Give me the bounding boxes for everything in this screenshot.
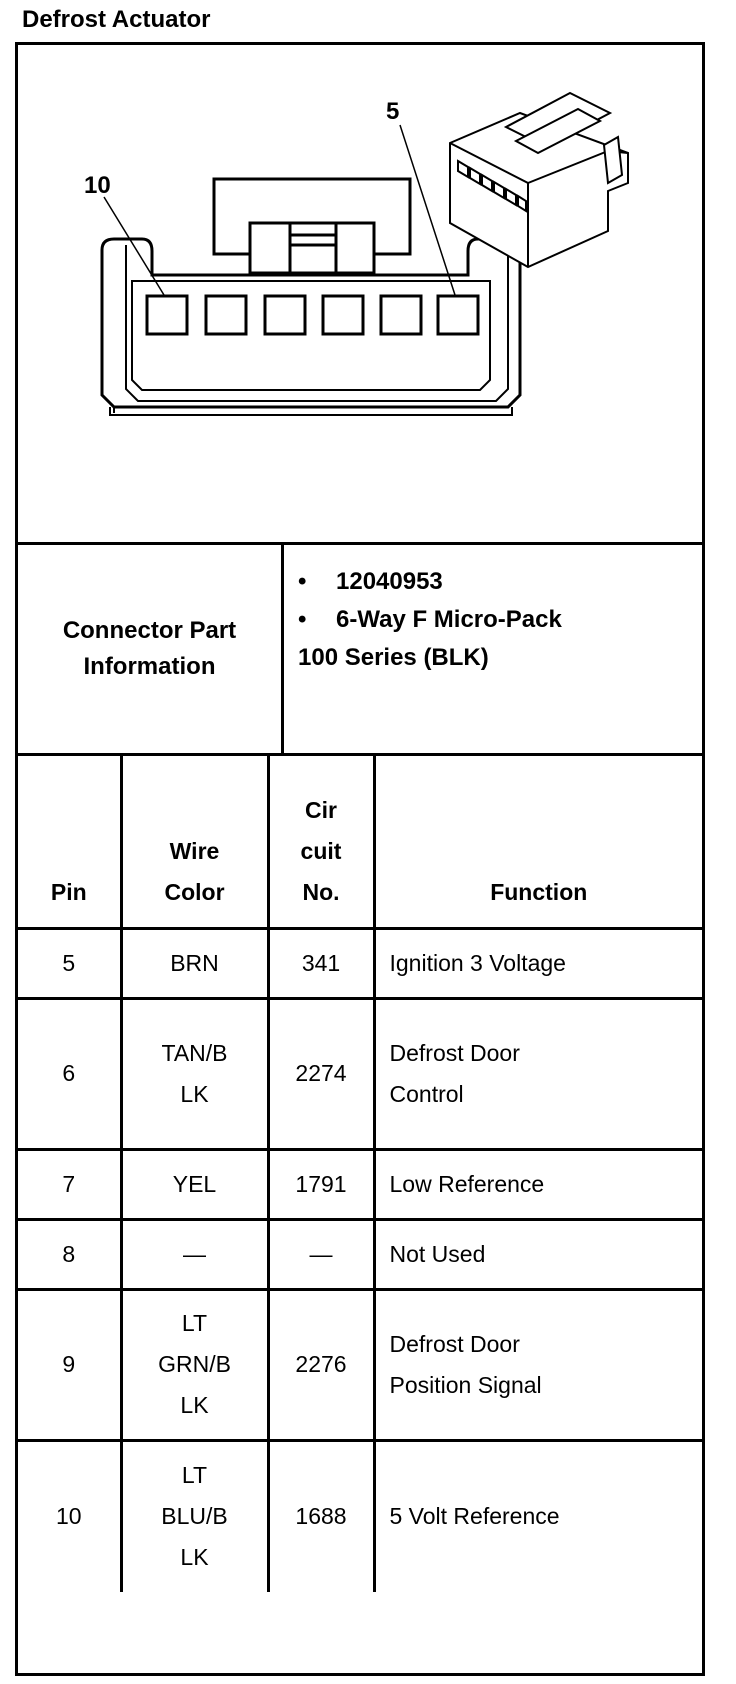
header-pin: Pin [18,756,121,928]
part-number-item: • 12040953 [298,568,443,595]
connector-drawing [18,45,702,542]
description-item: • 6-Way F Micro-Pack [298,606,562,633]
table-row [18,1289,702,1440]
pin-number: 6 [18,998,121,1149]
wire-color: BRN [121,928,268,998]
circuit-number: 341 [268,928,374,998]
pin-cavity-5 [438,296,478,334]
circuit-number: 2274 [268,998,374,1149]
pin-function: Defrost Door Position Signal [374,1289,702,1440]
table-header-row [18,756,702,928]
connector-info-values [298,563,562,677]
table-row [18,928,702,998]
pin-function: Defrost Door Control [374,998,702,1149]
wire-color: TAN/B LK [121,998,268,1149]
pin-number: 5 [18,928,121,998]
table-row [18,998,702,1149]
part-number: 12040953 [336,568,443,595]
connector-latch [214,179,410,273]
wire-color: LT GRN/B LK [121,1289,268,1440]
pin-cavity-10 [147,296,187,334]
circuit-number: — [268,1219,374,1289]
circuit-number: 1791 [268,1149,374,1219]
wire-color: YEL [121,1149,268,1219]
connector-isometric-icon [450,93,628,267]
pin-number: 7 [18,1149,121,1219]
pin-function: Not Used [374,1219,702,1289]
pin-function: Low Reference [374,1149,702,1219]
wire-color: LT BLU/B LK [121,1440,268,1592]
pin-number: 10 [18,1440,121,1592]
circuit-number: 1688 [268,1440,374,1592]
connector-frame [15,42,705,1676]
connector-info-label: Connector Part Information [18,545,284,753]
wire-color: — [121,1219,268,1289]
pin-cavity-9 [206,296,246,334]
pin-label-5: 5 [386,98,400,125]
pin-cavity-8 [265,296,305,334]
pin-cavities [147,296,478,334]
pinout-table [18,756,702,1592]
header-wire-color: Wire Color [121,756,268,928]
circuit-number: 2276 [268,1289,374,1440]
header-circuit-no: Cir cuit No. [268,756,374,928]
connector-description: 6-Way F Micro-Pack [336,606,562,633]
pin-cavity-7 [323,296,363,334]
pin-function: Ignition 3 Voltage [374,928,702,998]
page-title: Defrost Actuator [22,6,211,33]
pin-function: 5 Volt Reference [374,1440,702,1592]
series-description: 100 Series (BLK) [298,644,489,671]
header-function: Function [374,756,702,928]
pin-label-10: 10 [84,172,111,199]
connector-diagram [18,45,702,545]
pin-cavity-6 [381,296,421,334]
table-row [18,1149,702,1219]
connector-part-information [18,545,702,756]
table-row [18,1440,702,1592]
pin-number: 9 [18,1289,121,1440]
table-row [18,1219,702,1289]
pin-number: 8 [18,1219,121,1289]
